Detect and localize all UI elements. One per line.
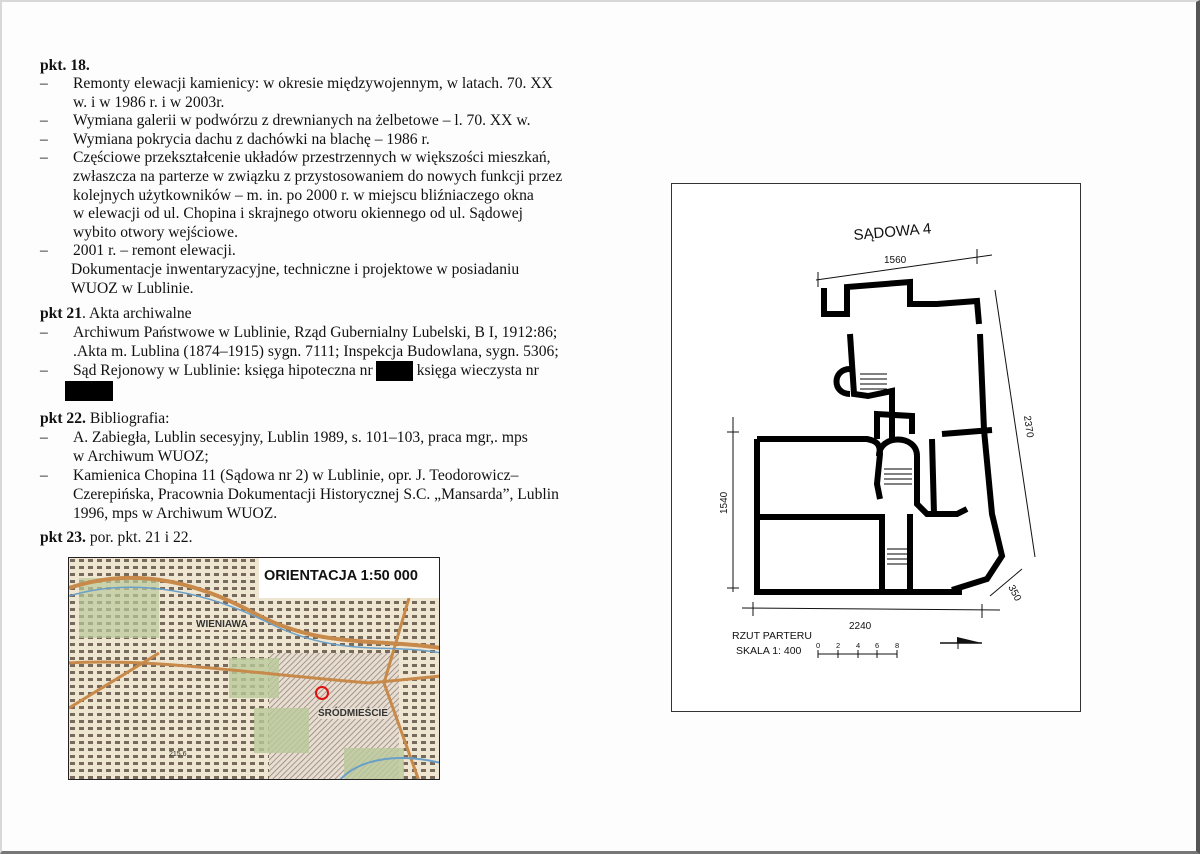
pkt18-line: Dokumentacje inwentaryzacyjne, techniczne i projektowe w posiadaniu [71,261,520,278]
bullet-dash: – [40,242,48,259]
pkt18-line: Częściowe przekształcenie układów przestrzennych w większości mieszkań, [73,149,551,166]
pkt21-heading: pkt 21. Akta archiwalne [40,305,192,322]
scale-tick-label: 8 [895,641,900,650]
dim-corner: 350 [1005,583,1023,604]
map-label-srodmiescie: ŚRÓDMIEŚCIE [318,708,389,719]
floor-plan-drawing [672,184,1079,710]
pkt18-line: w. i w 1986 r. i w 2003r. [73,94,225,111]
bullet-dash: – [40,324,48,341]
scale-bar [816,641,899,658]
bullet-dash: – [40,429,48,446]
scale-tick-label: 6 [875,641,880,650]
pkt22-line: 1996, mps w Archiwum WUOZ. [73,505,278,522]
pkt18-line: WUOZ w Lublinie. [71,280,194,297]
pkt22-line: Czerepińska, Pracownia Dokumentacji Historycznej S.C. „Mansarda”, Lublin [73,486,559,503]
map-title: ORIENTACJA 1:50 000 [264,568,418,584]
bullet-dash: – [40,149,48,166]
dim-top: 1560 [884,255,907,266]
pkt18-line: zwłaszcza na parterze w związku z przystosowaniem do nowych funkcji przez [73,168,563,185]
orientation-map [68,557,440,780]
pkt22-heading: pkt 22. Bibliografia: [40,410,170,427]
pkt21-line: .Akta m. Lublina (1874–1915) sygn. 7111; Inspekcja Budowlana, sygn. 5306; [73,343,559,360]
pkt21-line: Sąd Rejonowy w Lublinie: księga hipoteczna nr [73,362,373,379]
pkt22-line: A. Zabiegła, Lublin secesyjny, Lublin 1989, s. 101–103, praca mgr,. mps [73,429,528,446]
pkt21-register-line [73,361,539,381]
bullet-dash: – [40,131,48,148]
pkt18-line: w elewacji od ul. Chopina i skrajnego otworu okiennego od ul. Sądowej [73,205,523,222]
pkt18-line: wybito otwory wejściowe. [73,224,239,241]
pkt18-line: Remonty elewacji kamienicy: w okresie międzywojennym, w latach. 70. XX [73,75,553,92]
bullet-dash: – [40,362,48,379]
pkt18-heading: pkt. 18. [40,57,90,74]
plan-caption-1: RZUT PARTERU [732,630,812,642]
pkt22-line: w Archiwum WUOZ; [73,448,209,465]
pkt23-heading: pkt 23. por. pkt. 21 i 22. [40,529,193,546]
scale-tick-label: 0 [816,641,821,650]
location-marker-icon [315,686,329,700]
map-elevation: 215.6 [169,751,187,758]
pkt18-line: 2001 r. – remont elewacji. [73,242,236,259]
pkt21-line: księga wieczysta nr [416,362,539,379]
scale-tick-label: 2 [836,641,841,650]
floor-plan [671,183,1081,712]
scale-tick-label: 4 [856,641,861,650]
plan-caption-2: SKALA 1: 400 [736,645,802,657]
bullet-dash: – [40,112,48,129]
redaction-box [65,381,113,401]
dim-bottom: 2240 [849,621,872,632]
pkt18-line: Wymiana pokrycia dachu z dachówki na blachę – 1986 r. [73,131,430,148]
redaction-box [376,361,413,381]
dim-right: 2370 [1021,414,1036,439]
plan-title: SĄDOWA 4 [852,220,932,244]
pkt21-line: Archiwum Państwowe w Lublinie, Rząd Gubernialny Lubelski, B I, 1912:86; [73,324,558,341]
map-label-wieniawa: WIENIAWA [196,619,248,630]
dim-left: 1540 [719,491,730,514]
map-image [69,558,440,780]
bullet-dash: – [40,467,48,484]
north-arrow-icon [940,637,982,649]
pkt18-line: Wymiana galerii w podwórzu z drewnianych na żelbetowe – l. 70. XX w. [73,112,531,129]
pkt22-line: Kamienica Chopina 11 (Sądowa nr 2) w Lublinie, opr. J. Teodorowicz– [73,467,519,484]
bullet-dash: – [40,75,48,92]
pkt18-line: kolejnych użytkowników – m. in. po 2000 r. w miejscu bliźniaczego okna [73,187,534,204]
